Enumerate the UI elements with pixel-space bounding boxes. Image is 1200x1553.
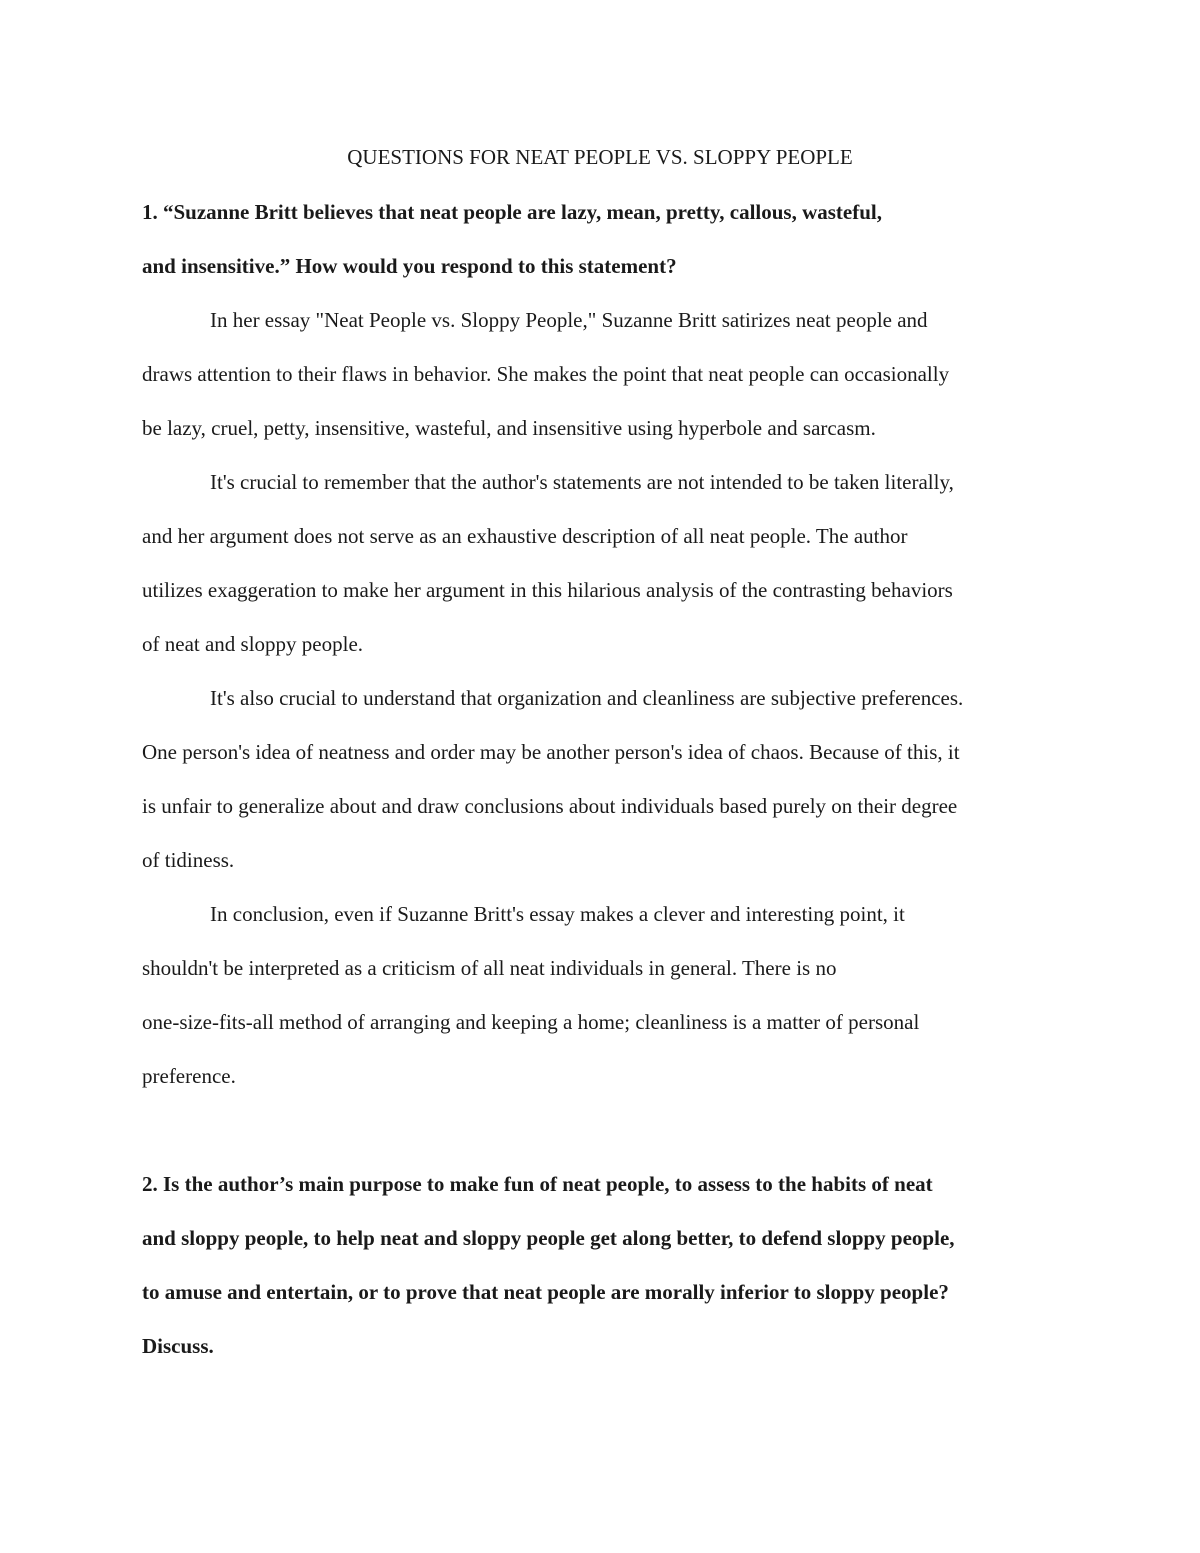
answer-1-paragraph-2-line-1: It's crucial to remember that the author's statements are not intended to be taken literally, xyxy=(210,470,954,494)
answer-1-paragraph-4-line-2: shouldn't be interpreted as a criticism of all neat individuals in general. There is no xyxy=(142,956,837,980)
question-1-line-2: and insensitive.” How would you respond to this statement? xyxy=(142,254,677,278)
question-2-line-2: and sloppy people, to help neat and sloppy people get along better, to defend sloppy people, xyxy=(142,1226,955,1250)
question-2-line-4: Discuss. xyxy=(142,1334,214,1358)
answer-1-paragraph-3-line-4: of tidiness. xyxy=(142,848,235,872)
document-title: QUESTIONS FOR NEAT PEOPLE VS. SLOPPY PEOPLE xyxy=(347,145,853,169)
question-2-line-1: 2. Is the author’s main purpose to make fun of neat people, to assess to the habits of neat xyxy=(142,1172,933,1196)
answer-1-paragraph-3-line-1: It's also crucial to understand that organization and cleanliness are subjective preferences. xyxy=(210,686,964,710)
answer-1-paragraph-2-line-2: and her argument does not serve as an exhaustive description of all neat people. The author xyxy=(142,524,908,548)
answer-1-paragraph-2-line-4: of neat and sloppy people. xyxy=(142,632,364,656)
answer-1-paragraph-4-line-4: preference. xyxy=(142,1064,236,1088)
answer-1-paragraph-2-line-3: utilizes exaggeration to make her argument in this hilarious analysis of the contrasting behaviors xyxy=(142,578,953,602)
answer-1-paragraph-3-line-2: One person's idea of neatness and order may be another person's idea of chaos. Because of this, it xyxy=(142,740,960,764)
answer-1-paragraph-3-line-3: is unfair to generalize about and draw conclusions about individuals based purely on their degree xyxy=(142,794,958,818)
answer-1-paragraph-1-line-3: be lazy, cruel, petty, insensitive, wasteful, and insensitive using hyperbole and sarcasm. xyxy=(142,416,876,440)
answer-1-paragraph-1-line-2: draws attention to their flaws in behavior. She makes the point that neat people can occasionally xyxy=(142,362,950,386)
answer-1-paragraph-1-line-1: In her essay "Neat People vs. Sloppy People," Suzanne Britt satirizes neat people and xyxy=(210,308,928,332)
question-2-line-3: to amuse and entertain, or to prove that neat people are morally inferior to sloppy people? xyxy=(142,1280,949,1304)
answer-1-paragraph-4-line-3: one-size-fits-all method of arranging and keeping a home; cleanliness is a matter of personal xyxy=(142,1010,920,1034)
question-1-line-1: 1. “Suzanne Britt believes that neat people are lazy, mean, pretty, callous, wasteful, xyxy=(142,200,883,224)
answer-1-paragraph-4-line-1: In conclusion, even if Suzanne Britt's essay makes a clever and interesting point, it xyxy=(210,902,905,926)
